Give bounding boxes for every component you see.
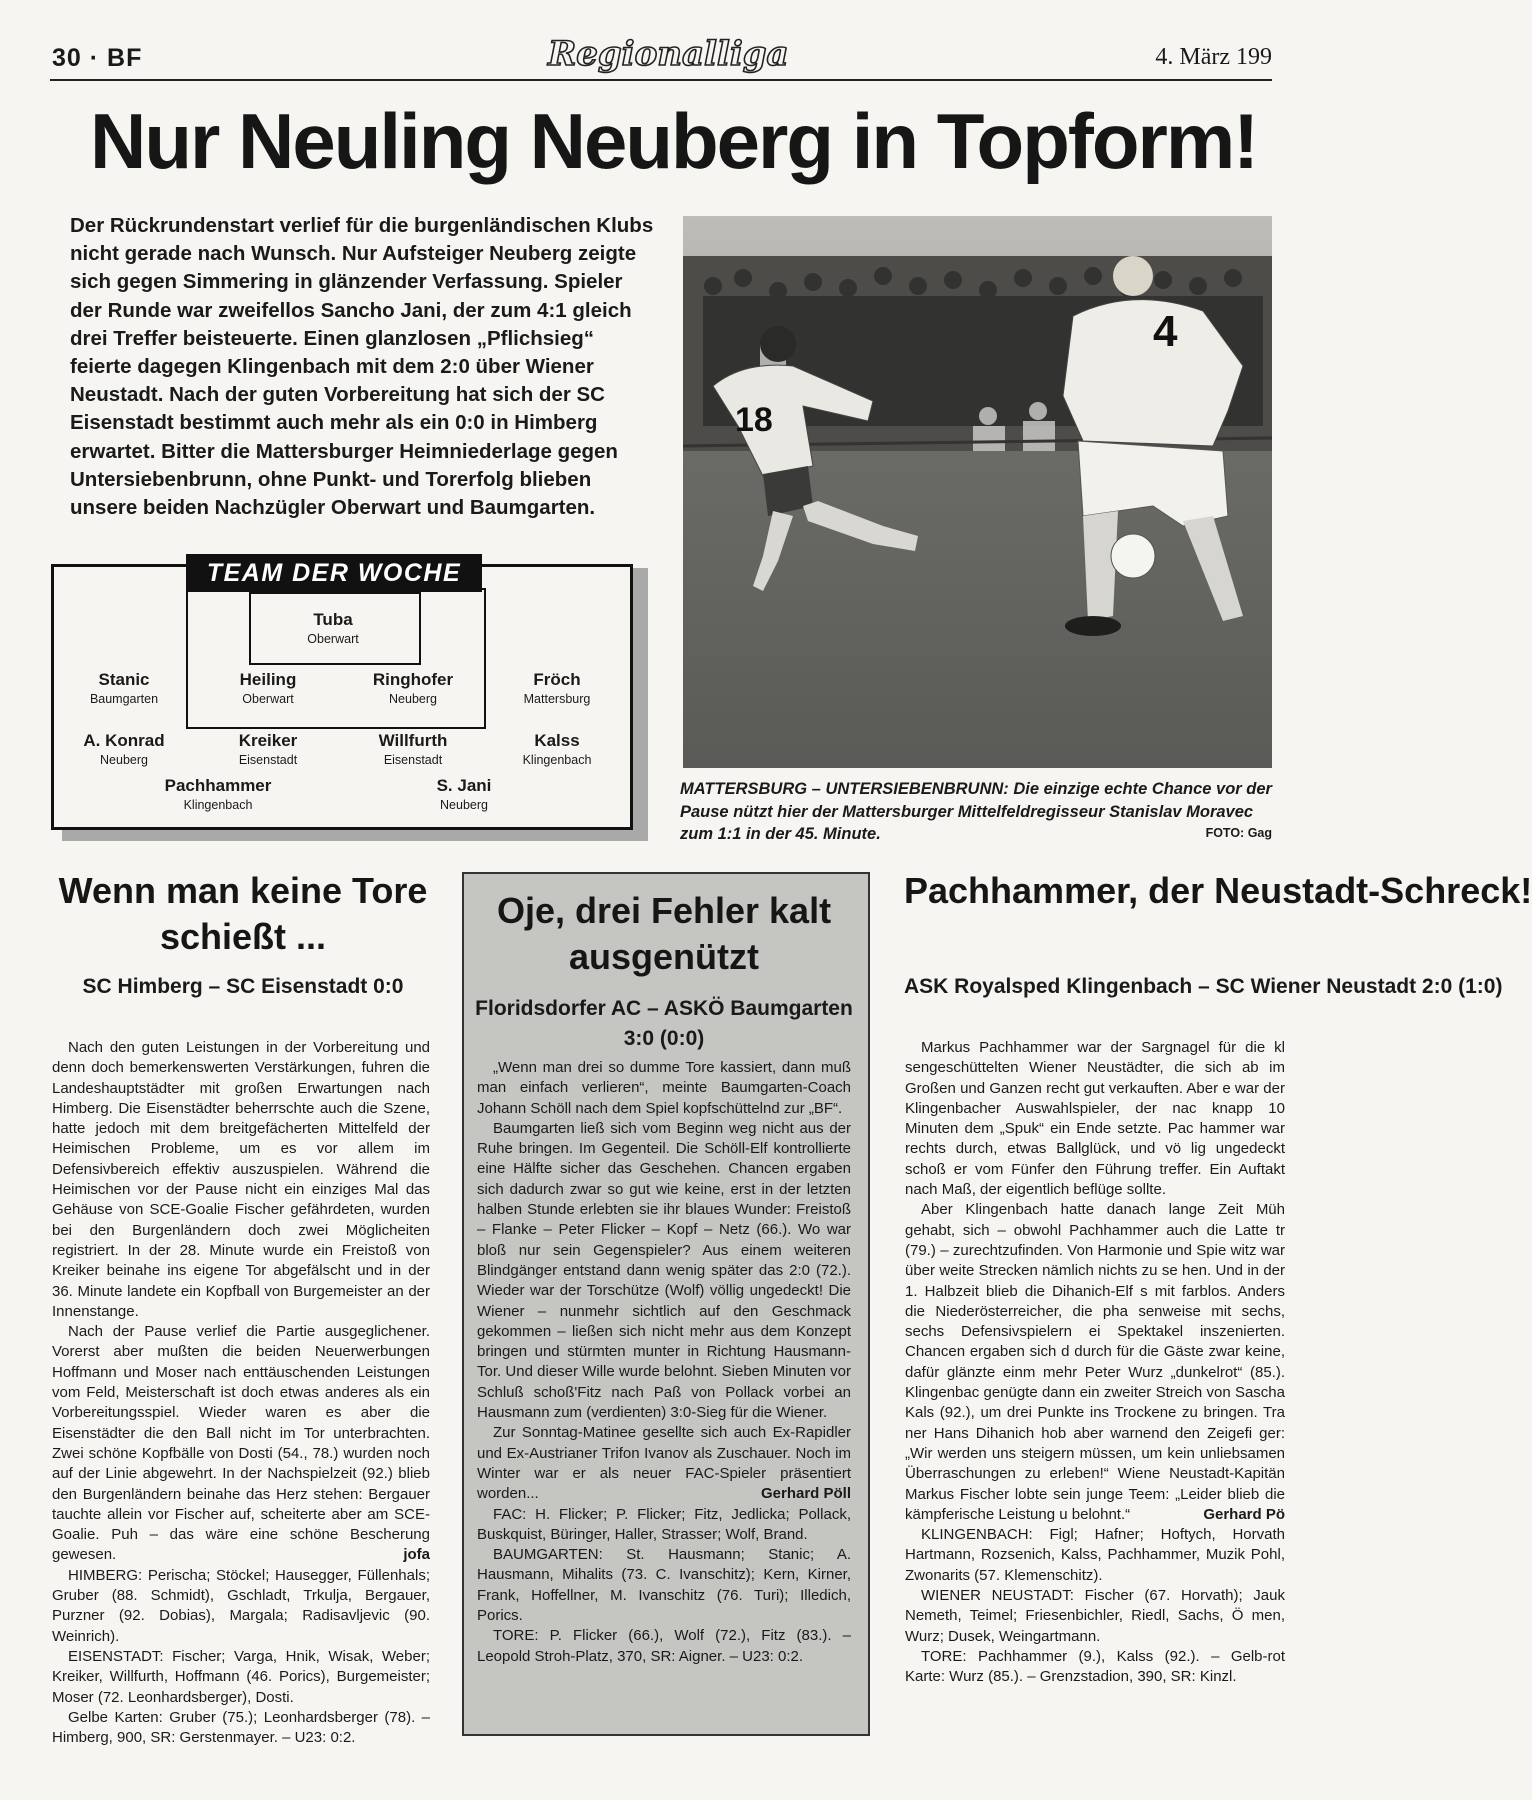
article-1-body (52, 1038, 430, 1748)
section-title: Regionalliga (548, 34, 789, 74)
article-3-headline: Pachhammer, der Neustadt-Schreck! (904, 870, 1532, 911)
team-box-title: TEAM DER WOCHE (186, 554, 482, 592)
player-slot: Willfurth Eisenstadt (378, 731, 448, 767)
svg-text:18: 18 (735, 401, 773, 439)
photo-caption (680, 778, 1272, 846)
header-rule (50, 79, 1272, 81)
article-2-body (477, 1058, 851, 1667)
lineup: EISENSTADT: Fischer; Varga, Hnik, Wisak, Weber; Kreiker, Willfurth, Hoffmann (46. Porics), Burgemeister; Moser (72. Leonhardsberger), Dosti. (52, 1647, 430, 1706)
lineup: KLINGENBACH: Figl; Hafner; Hoftych, Horvath Hartmann, Rozsenich, Kalss, Pachhammer, Muzik Pohl, Zwonarits (57. Klemenschitz). (905, 1526, 1285, 1584)
player-slot: Fröch Mattersburg (523, 670, 591, 706)
article-paragraph: Markus Pachhammer war der Sargnagel für die kl sengeschüttelten Wiener Neustädter, die sich ab im Großen und Ganzen recht gut verkauften. Aber e war der Klingenbacher Auswahlspieler, der nac knapp 10 Minuten dem „Spuk“ ein Ende setzte. Pac hammer war rechts durch, etwas Ballglück, und vö lig ungedeckt schoß er vom Fünfer den Führung treffer. Ein Auftakt nach Maß, der eigentlich beflüge sollte. (905, 1039, 1285, 1199)
player-slot: Kreiker Eisenstadt (238, 731, 298, 767)
lineup: HIMBERG: Perischa; Stöckel; Hausegger, Füllenhals; Gruber (88. Schmidt), Gschladt, Trkulja, Bergauer, Purzner (92. Dobias), Margala; Radisavljevic (90. Weinrich). (52, 1566, 430, 1645)
article-3-body (905, 1038, 1285, 1688)
article-paragraph: Aber Klingenbach hatte danach lange Zeit Müh gehabt, sich – obwohl Pachhammer auch die Latte tr (79.) – zurechtzufinden. Von Harmonie und Spie witz war über weite Strecken nämlich nichts zu se hen. Und in der 1. Halbzeit blieb die Dihanich-Elf s mit farblos. Anders die Niederösterreicher, die pha senweise mit sechs, sechs Defensivspielern ei Spektakel inszenierten. Chancen ergaben sich d durch für die Gäste zwar keine, dafür glänzte einm mehr Peter Wurz „dunkelrot“ (85.). Klingenbac genügte dann ein zweiter Streich von Sascha Kals (92.), um drei Punkte ins Trockene zu bringen. Tra ner Hans Dihanich hob aber warnend den Zeigefi ger: „Wir werden uns steigern müssen, um kein unliebsamen Überraschungen zu erleben!“ Wiene Neustadt-Kapitän Markus Fischer lobte sein junge Teem: „Leider blieb die kämpferische Leistung u belohnt.“ Gerhard Pö (905, 1200, 1285, 1525)
lineup: TORE: Pachhammer (9.), Kalss (92.). – Gelb-rot Karte: Wurz (85.). – Grenzstadion, 390, SR: Kinzl. (905, 1647, 1285, 1686)
player-slot: Kalss Klingenbach (522, 731, 592, 767)
article-paragraph: „Wenn man drei so dumme Tore kassiert, dann muß man einfach verlieren“, meinte Baumgarten-Coach Johann Schöll nach dem Spiel kopfschüttelnd zur „BF“. (477, 1059, 851, 1117)
match-photo (683, 216, 1272, 768)
photo-illustration (683, 216, 1272, 768)
lineup: WIENER NEUSTADT: Fischer (67. Horvath); Jauk Nemeth, Teimel; Friesenbichler, Riedl, Sachs, Ö men, Wurz; Dusek, Weingartmann. (905, 1587, 1285, 1645)
player-slot: Heiling Oberwart (239, 670, 297, 706)
main-headline: Nur Neuling Neuberg in Topform! (90, 97, 1258, 185)
article-2-match: Floridsdorfer AC – ASKÖ Baumgarten 3:0 (0:0) (475, 997, 853, 1050)
lineup: FAC: H. Flicker; P. Flicker; Fitz, Jedlicka; Pollack, Buskquist, Büringer, Haller, Strasser; Wolf, Brand. (477, 1505, 851, 1543)
article-paragraph: Zur Sonntag-Matinee gesellte sich auch Ex-Rapidler und Ex-Austrianer Trifon Ivanov als Zuschauer. Noch im Winter war er als neuer FAC-Spieler präsentiert worden... Gerhard Pöll (477, 1423, 851, 1504)
football (1111, 534, 1155, 578)
page-number: 30 · BF (52, 44, 143, 72)
caption-text: MATTERSBURG – UNTERSIEBENBRUNN: Die einzige echte Chance vor der Pause nützt hier der Mattersburger Mittelfeldregisseur Stanislav Moravec zum 1:1 in der 45. Minute. (680, 780, 1272, 843)
article-paragraph: Nach den guten Leistungen in der Vorbereitung und denn doch bemerkenswerten Verstärkungen, fuhren die Landeshauptstädter mit großen Erwartungen nach Himberg. Die Eisenstädter beherrschte auch die Szene, hatte jedoch mit dem breitgefächerten Mittelfeld der Heimischen Probleme, um es vor allem im Defensivbereich effektiv auszuspielen. Während die Heimischen vor der Pause nicht ein einziges Mal das Gehäuse von SCE-Goalie Fischer gefährdeten, wurden bei den Burgenländern doch zwei Möglicheiten registriert. In der 28. Minute wurde ein Freistoß von Kreiker beinahe ins eigene Tor abgefälscht und in der 36. Minute landete ein Kopfball von Burgemeister an der Innenstange. (52, 1039, 430, 1320)
player-slot: Stanic Baumgarten (89, 670, 159, 706)
article-paragraph: Nach der Pause verlief die Partie ausgeglichener. Vorerst aber mußten die beiden Neuerwerbungen Hoffmann und Moser nach enttäuschenden Leistungen vom Feld, Meisterschaft ist doch etwas anderes als ein Vorbereitungsspiel. Wieder waren es aber die Eisenstädter die den Ball nicht im Tor unterbrachten. Zwei schöne Kopfbälle von Dosti (54., 78.) wurden noch auf der Linie abgewehrt. In der Nachspielzeit (92.) blieb den Burgenländern beinahe das Herz stehen: Bergauer tauchte allein vor Fischer auf, scheiterte aber am SCE-Goalie. Puh – das wäre eine schöne Bescherung gewesen. jofa (52, 1322, 430, 1566)
article-author: jofa (403, 1546, 430, 1564)
article-author: Gerhard Pöll (760, 1485, 851, 1503)
article-author: Gerhard Pö (1203, 1505, 1285, 1523)
svg-text:4: 4 (1153, 307, 1178, 356)
article-2-headline: Oje, drei Fehler kalt ausgenützt (496, 890, 832, 977)
article-1-headline: Wenn man keine Tore schießt ... (58, 870, 428, 957)
article-1-match: SC Himberg – SC Eisenstadt 0:0 (82, 975, 404, 998)
player-slot: Ringhofer Neuberg (372, 670, 454, 706)
photo-credit: FOTO: Gag (1205, 826, 1272, 840)
lineup: Gelbe Karten: Gruber (75.); Leonhardsberger (78). – Himberg, 900, SR: Gerstenmayer. – U23: 0:2. (52, 1708, 430, 1747)
player-slot: Pachhammer Klingenbach (164, 776, 272, 812)
article-3-match: ASK Royalsped Klingenbach – SC Wiener Neustadt 2:0 (1:0) (904, 975, 1503, 998)
player-slot: A. Konrad Neuberg (83, 731, 165, 767)
player-slot: S. Jani Neuberg (436, 776, 492, 812)
article-paragraph: Baumgarten ließ sich vom Beginn weg nicht aus der Ruhe bringen. Im Gegenteil. Die Schöll-Elf kontrollierte eine Hälfte sicher das Geschehen. Chancen ergaben sich dadurch zwar so gut wie keine, erst in der letzten halben Stunde erlebten sie ihr blaues Wunder: Freistoß – Flanke – Peter Flicker – Kopf – Netz (66.). Wo war bloß nur sein Gegenspieler? Aus einem weiteren Blindgänger entstand dann wenig später das 2:0 (72.). Wieder war der Torschütze (Wolf) völlig ungedeckt! Die Wiener – nunmehr sichtlich auf den Geschmack gekommen – ließen sich nicht mehr aus dem Konzept bringen und stürmten munter in Richtung Hausmann-Tor. Und dieser Wille wurde belohnt. Sieben Minuten vor Schluß schoß'Fitz nach Paß von Pollack vorbei an Hausmann zum (verdienten) 3:0-Sieg für die Wiener. (477, 1119, 851, 1422)
player-slot: Tuba Oberwart (307, 610, 359, 646)
issue-date: 4. März 199 (1155, 44, 1272, 70)
lineup: TORE: P. Flicker (66.), Wolf (72.), Fitz (83.). – Leopold Stroh-Platz, 370, SR: Aigner. – U23: 0:2. (477, 1627, 851, 1665)
lineup: BAUMGARTEN: St. Hausmann; Stanic; A. Hausmann, Mihalits (73. C. Ivanschitz); Kern, Kirner, Frank, Hoffellner, M. Ivanschitz (76. Turi); Illedich, Porics. (477, 1546, 851, 1625)
lead-paragraph: Der Rückrundenstart verlief für die burgenländischen Klubs nicht gerade nach Wunsch. Nur Aufsteiger Neuberg zeigte sich gegen Simmering in glänzender Verfassung. Spieler der Runde war zweifellos Sancho Jani, der zum 4:1 gleich drei Treffer beisteuerte. Einen glanzlosen „Pflichsieg“ feierte dagegen Klingenbach mit dem 2:0 über Wiener Neustadt. Nach der guten Vorbereitung hat sich der SC Eisenstadt bestimmt auch mehr als ein 0:0 in Himberg erwartet. Bitter die Mattersburger Heimniederlage gegen Untersiebenbrunn, ohne Punkt- und Torerfolg blieben unsere beiden Nachzügler Oberwart und Baumgarten. (70, 214, 654, 520)
